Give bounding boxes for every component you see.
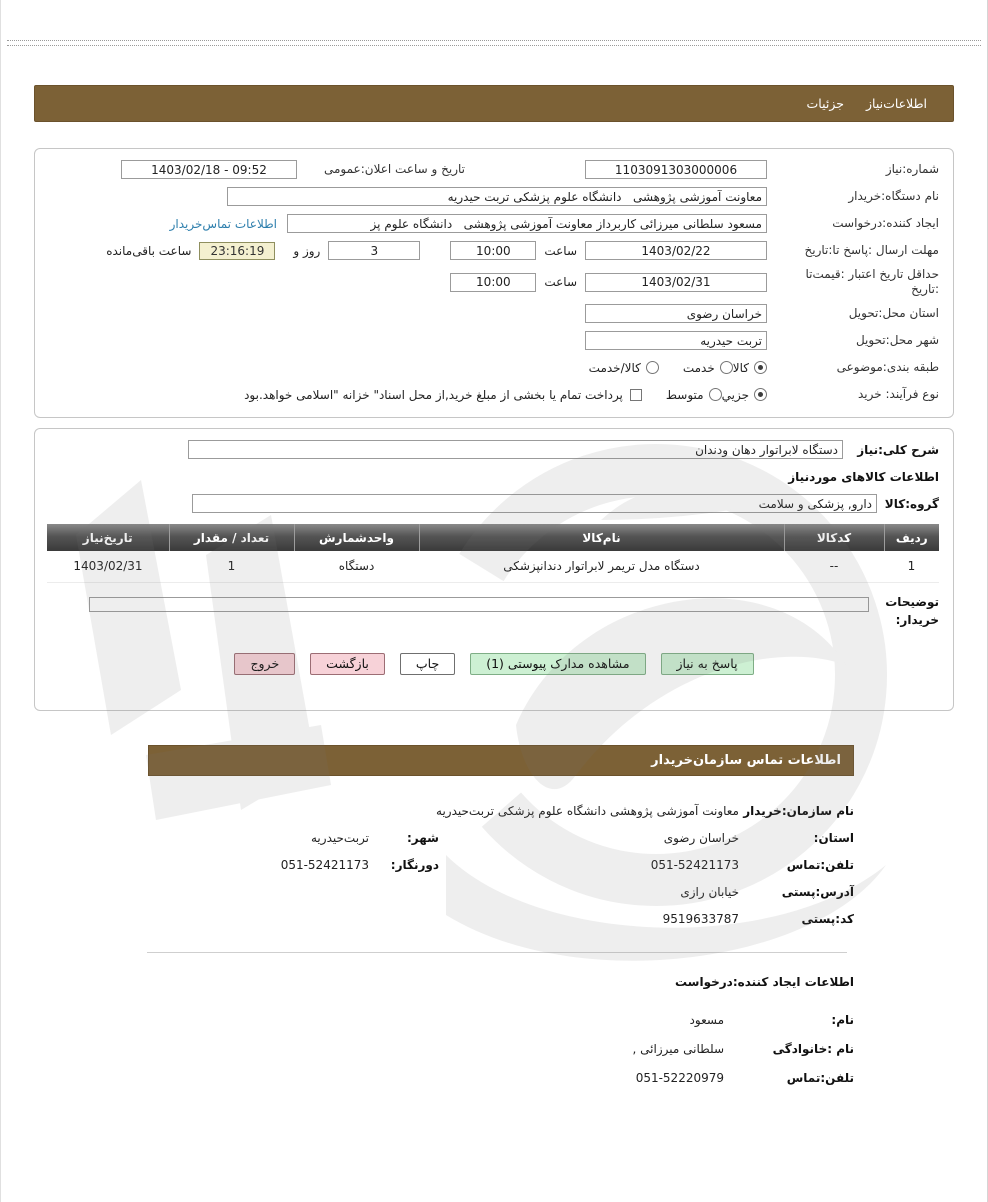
buyer-contact-link[interactable]: اطلاعات تماس‌خریدار xyxy=(169,216,277,231)
service-radio[interactable] xyxy=(720,361,733,374)
goods-service-radio[interactable] xyxy=(646,361,659,374)
need-description-row xyxy=(49,439,939,460)
org-name-label: نام سازمان:خریدار xyxy=(743,803,854,818)
contact-fax-value: 051-52421173 xyxy=(280,857,369,872)
classification-row xyxy=(49,357,939,378)
goods-section-title: اطلاعات کالاهای موردنیاز xyxy=(788,470,939,484)
goods-panel xyxy=(34,428,954,711)
postal-code-value: 9519633787 xyxy=(662,911,739,926)
goods-group-input[interactable] xyxy=(192,494,877,513)
goods-service-radio-label: کالا/خدمت xyxy=(588,360,641,375)
postal-address-value: خیابان رازی xyxy=(680,884,739,899)
top-dotted-separator xyxy=(7,40,981,46)
back-button[interactable]: بازگشت xyxy=(310,653,385,675)
creator-first-name-label: نام: xyxy=(831,1012,854,1027)
tab-details[interactable]: جزئیات xyxy=(806,96,844,111)
validity-time-input[interactable] xyxy=(450,273,536,292)
goods-group-label: گروه:کالا xyxy=(884,496,939,511)
view-attachments-button[interactable]: مشاهده مدارک پیوستی (1) xyxy=(470,653,645,675)
goods-group-row xyxy=(49,493,939,514)
contact-fax-label: دورنگار: xyxy=(390,857,439,872)
deadline-date-input[interactable] xyxy=(585,241,767,260)
deadline-time-input[interactable] xyxy=(450,241,536,260)
deadline-hour-label: ساعت xyxy=(544,243,577,258)
cell-goods-name: دستگاه مدل تریمر لابراتوار دندانپزشکی xyxy=(419,551,784,582)
delivery-province-label: استان محل:تحویل xyxy=(848,306,939,320)
table-row xyxy=(47,551,939,582)
creator-phone-label: تلفن:تماس xyxy=(786,1070,854,1085)
buyer-contact-section xyxy=(148,797,854,932)
contact-phone-label: تلفن:تماس xyxy=(786,857,854,872)
col-goods-code: کدکالا xyxy=(784,524,884,551)
creator-last-name-label: نام :خانوادگی xyxy=(772,1041,854,1056)
contact-city-label: شهر: xyxy=(407,830,439,845)
need-number-input[interactable] xyxy=(585,160,767,179)
buyer-notes-label: توضیحات خریدار: xyxy=(885,594,939,627)
request-creator-header: اطلاعات ایجاد کننده:درخواست xyxy=(674,975,854,989)
section-divider xyxy=(147,952,847,953)
contact-city-value: تربت‌حیدریه xyxy=(311,830,369,845)
goods-radio[interactable] xyxy=(754,361,767,374)
buyer-org-label: نام دستگاه:خریدار xyxy=(848,189,939,203)
validity-date-input[interactable] xyxy=(585,273,767,292)
validity-hour-label: ساعت xyxy=(544,275,577,289)
col-goods-name: نام‌کالا xyxy=(419,524,784,551)
response-deadline-row xyxy=(49,240,939,261)
col-need-date: تاریخ‌نیاز xyxy=(47,524,169,551)
price-validity-label: حداقل تاریخ اعتبار :قیمت‌تا :تاریخ xyxy=(805,267,939,296)
delivery-province-input[interactable] xyxy=(585,304,767,323)
creator-phone-value: 051-52220979 xyxy=(635,1070,724,1085)
request-creator-row xyxy=(49,213,939,234)
days-label: روز و xyxy=(293,243,321,258)
request-creator-input[interactable] xyxy=(287,214,767,233)
postal-code-label: کد:پستی xyxy=(801,911,854,926)
service-radio-label: خدمت xyxy=(682,360,715,375)
need-number-label: شماره:نیاز xyxy=(885,162,939,176)
radio-group-medium xyxy=(666,388,722,402)
price-validity-row xyxy=(49,267,939,297)
minor-purchase-radio-label: جزيي xyxy=(721,387,749,402)
cell-quantity: 1 xyxy=(169,551,294,582)
classification-label: طبقه بندی:موضوعی xyxy=(836,360,939,374)
col-unit: واحدشمارش xyxy=(294,524,419,551)
radio-group-goods xyxy=(733,361,767,375)
print-button[interactable]: چاپ xyxy=(400,653,455,675)
need-number-row xyxy=(49,159,939,180)
action-buttons xyxy=(49,653,939,675)
remaining-time-badge: 23:16:19 xyxy=(199,242,275,260)
need-description-label: شرح کلی:نیاز xyxy=(857,442,939,457)
goods-table-header-row xyxy=(47,524,939,551)
request-creator-label: ایجاد کننده:درخواست xyxy=(832,216,939,230)
response-deadline-label: مهلت ارسال :پاسخ تا:تاریخ xyxy=(804,243,939,257)
buyer-notes-row xyxy=(49,593,939,629)
process-type-label: نوع فرآیند: خرید xyxy=(858,387,939,401)
contact-province-label: استان: xyxy=(813,830,854,845)
cell-need-date: 1403/02/31 xyxy=(47,551,169,582)
delivery-city-label: شهر محل:تحویل xyxy=(855,333,939,347)
buyer-org-row xyxy=(49,186,939,207)
radio-group-minor xyxy=(722,388,767,402)
process-type-row xyxy=(49,384,939,405)
announce-datetime-input[interactable] xyxy=(121,160,297,179)
treasury-checkbox-label: پرداخت تمام یا بخشی از مبلغ خرید,از محل اسناد" خزانه "اسلامی خواهد.بود xyxy=(244,387,623,402)
treasury-check-group xyxy=(244,388,642,402)
buyer-contact-header-bar: اطلاعات تماس سازمان‌خریدار xyxy=(148,745,854,776)
treasury-checkbox[interactable] xyxy=(630,389,642,401)
respond-to-need-button[interactable]: پاسخ به نیاز xyxy=(661,653,754,675)
radio-group-service xyxy=(683,361,733,375)
contact-province-value: خراسان رضوی xyxy=(663,830,739,845)
col-quantity: تعداد / مقدار xyxy=(169,524,294,551)
exit-button[interactable]: خروج xyxy=(234,653,295,675)
minor-purchase-radio[interactable] xyxy=(754,388,767,401)
need-description-input[interactable] xyxy=(188,440,843,459)
remaining-time-label: ساعت باقی‌مانده xyxy=(106,243,192,258)
buyer-notes-input[interactable] xyxy=(89,597,869,612)
goods-table xyxy=(47,524,939,583)
goods-radio-label: کالا xyxy=(732,360,749,375)
contact-phone-value: 051-52421173 xyxy=(650,857,739,872)
tab-bar xyxy=(34,85,954,122)
buyer-org-input[interactable] xyxy=(227,187,767,206)
request-creator-section xyxy=(148,975,854,1092)
creator-first-name-value: مسعود xyxy=(689,1012,724,1027)
delivery-city-row xyxy=(49,330,939,351)
medium-purchase-radio[interactable] xyxy=(709,388,722,401)
cell-goods-code: -- xyxy=(784,551,884,582)
delivery-city-input[interactable] xyxy=(585,331,767,350)
tab-need-info[interactable]: اطلاعات‌نیاز xyxy=(865,96,927,111)
announce-label: تاریخ و ساعت اعلان:عمومی xyxy=(323,162,465,176)
deadline-days-input[interactable] xyxy=(328,241,420,260)
creator-last-name-value: سلطانی میرزائی , xyxy=(632,1041,724,1056)
cell-unit: دستگاه xyxy=(294,551,419,582)
need-summary-panel xyxy=(34,148,954,418)
delivery-province-row xyxy=(49,303,939,324)
postal-address-label: آدرس:پستی xyxy=(781,884,854,899)
org-name-value: معاونت آموزشی پژوهشی دانشگاه علوم پزشکی تربت‌حیدریه xyxy=(436,803,739,818)
medium-purchase-radio-label: متوسط xyxy=(665,387,704,402)
cell-row-number: 1 xyxy=(884,551,939,582)
col-row-number: ردیف xyxy=(884,524,939,551)
radio-group-goods-service xyxy=(589,361,659,375)
